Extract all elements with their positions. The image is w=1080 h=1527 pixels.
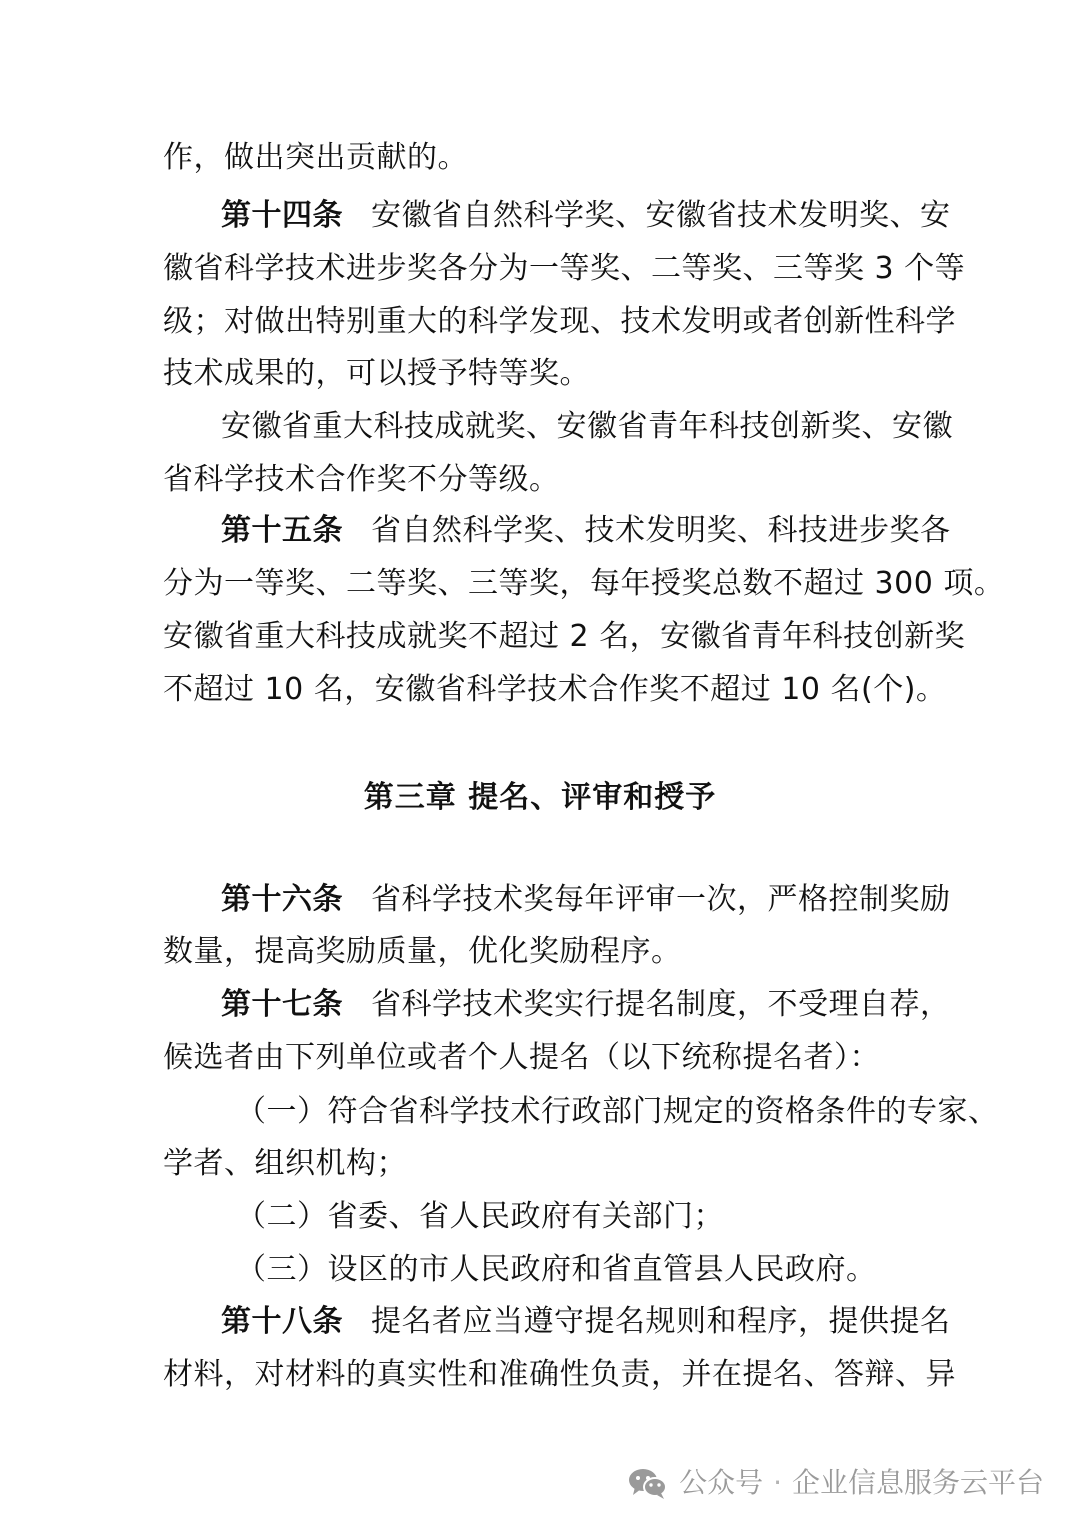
paragraph-line: 分为一等奖、二等奖、三等奖，每年授奖总数不超过 300 项。 xyxy=(163,566,1005,601)
list-item: （三）设区的市人民政府和省直管县人民政府。 xyxy=(236,1252,877,1287)
article-heading: 第十八条 xyxy=(221,1304,343,1339)
paragraph-line: 徽省科学技术进步奖各分为一等奖、二等奖、三等奖 3 个等 xyxy=(163,251,966,286)
chapter-title: 第三章 提名、评审和授予 xyxy=(363,780,717,815)
article-heading: 第十七条 xyxy=(221,987,343,1022)
watermark-account-name: 企业信息服务云平台 xyxy=(791,1466,1044,1499)
article-heading: 第十六条 xyxy=(221,882,343,917)
article-14-line xyxy=(221,196,951,236)
list-item: （二）省委、省人民政府有关部门； xyxy=(236,1199,724,1234)
article-17-line xyxy=(221,985,951,1025)
paragraph-line: 材料，对材料的真实性和准确性负责，并在提名、答辩、异 xyxy=(163,1357,956,1392)
paragraph-line: 级；对做出特别重大的科学发现、技术发明或者创新性科学 xyxy=(163,304,956,339)
article-18-line xyxy=(221,1302,951,1342)
article-15-line xyxy=(221,511,951,551)
paragraph-line: 作，做出突出贡献的。 xyxy=(163,140,468,175)
paragraph-text: 省科学技术奖每年评审一次，严格控制奖励 xyxy=(371,882,951,917)
paragraph-text: 安徽省自然科学奖、安徽省技术发明奖、安 xyxy=(371,198,951,233)
paragraph-text: 省科学技术奖实行提名制度，不受理自荐， xyxy=(371,987,951,1022)
paragraph-line: 学者、组织机构； xyxy=(163,1146,407,1181)
list-item: （一）符合省科学技术行政部门规定的资格条件的专家、 xyxy=(236,1094,999,1129)
paragraph-line: 技术成果的，可以授予特等奖。 xyxy=(163,356,590,391)
paragraph-line: 数量，提高奖励质量，优化奖励程序。 xyxy=(163,934,682,969)
paragraph-line: 安徽省重大科技成就奖、安徽省青年科技创新奖、安徽 xyxy=(221,409,953,444)
watermark xyxy=(627,1460,1044,1506)
article-heading: 第十四条 xyxy=(221,198,343,233)
paragraph-text: 省自然科学奖、技术发明奖、科技进步奖各 xyxy=(371,513,951,548)
article-16-line xyxy=(221,880,951,920)
paragraph-line: 不超过 10 名，安徽省科学技术合作奖不超过 10 名(个)。 xyxy=(163,672,947,707)
wechat-icon xyxy=(627,1466,669,1500)
watermark-account-label: 公众号 xyxy=(679,1466,764,1499)
watermark-separator: · xyxy=(773,1466,782,1499)
paragraph-line: 安徽省重大科技成就奖不超过 2 名，安徽省青年科技创新奖 xyxy=(163,619,966,654)
paragraph-line: 候选者由下列单位或者个人提名（以下统称提名者）： xyxy=(163,1040,880,1075)
paragraph-line: 省科学技术合作奖不分等级。 xyxy=(163,462,560,497)
article-heading: 第十五条 xyxy=(221,513,343,548)
paragraph-text: 提名者应当遵守提名规则和程序，提供提名 xyxy=(371,1304,951,1339)
